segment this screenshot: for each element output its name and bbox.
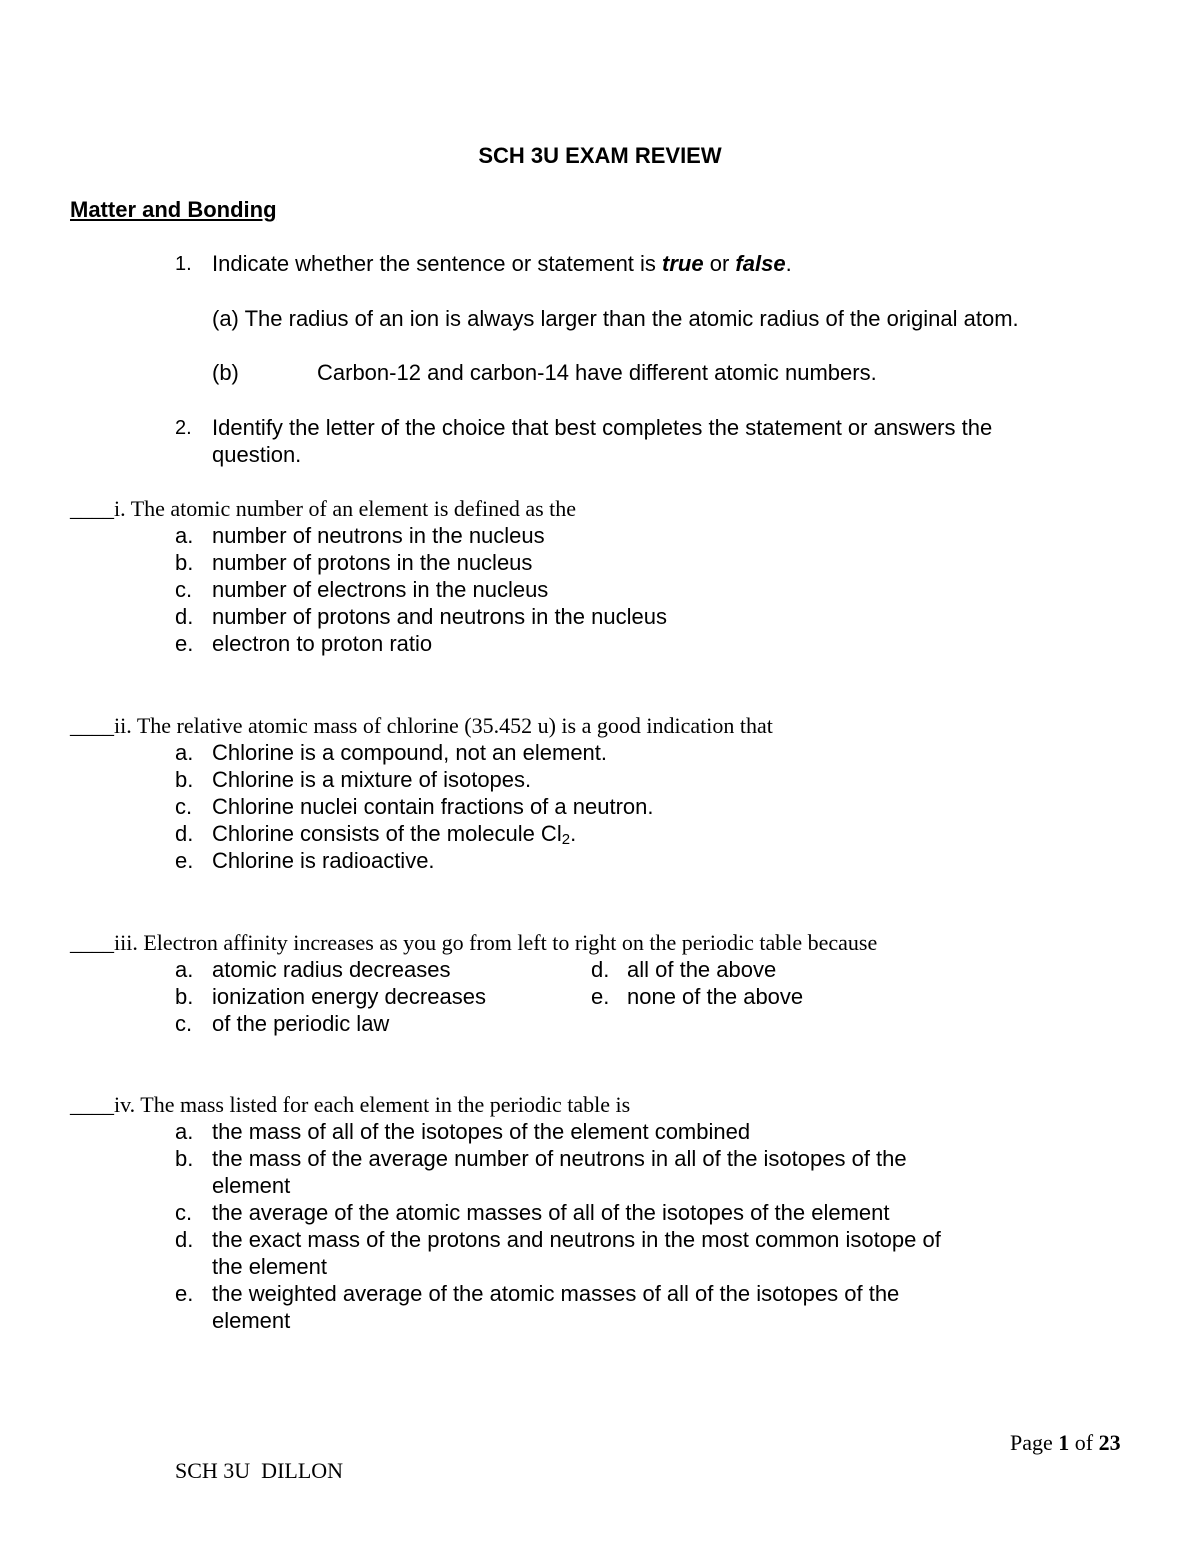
option-text: ionization energy decreases bbox=[212, 984, 486, 1009]
option-text: number of electrons in the nucleus bbox=[212, 577, 549, 602]
question-1-prefix: Indicate whether the sentence or statement is bbox=[212, 251, 663, 276]
question-1-number: 1. bbox=[175, 253, 192, 275]
option-letter: a. bbox=[175, 957, 194, 982]
option-text: all of the above bbox=[627, 957, 777, 982]
option-text: the weighted average of the atomic masses of all of the isotopes of the bbox=[212, 1281, 900, 1306]
page-title: SCH 3U EXAM REVIEW bbox=[478, 143, 722, 168]
question-iii-stem bbox=[70, 930, 877, 956]
option-text: the exact mass of the protons and neutrons in the most common isotope of bbox=[212, 1227, 941, 1252]
true-word: true bbox=[662, 251, 704, 276]
question-2-line-1: Identify the letter of the choice that best completes the statement or answers the bbox=[212, 415, 993, 440]
option-text: Chlorine is a compound, not an element. bbox=[212, 740, 608, 765]
option-text: the mass of all of the isotopes of the element combined bbox=[212, 1119, 751, 1144]
question-2-line-2: question. bbox=[212, 442, 302, 467]
option-text-continued: the element bbox=[212, 1254, 327, 1279]
question-2-number: 2. bbox=[175, 417, 192, 439]
page-word: Page bbox=[1010, 1430, 1059, 1455]
option-letter: a. bbox=[175, 523, 194, 548]
option-text: atomic radius decreases bbox=[212, 957, 451, 982]
section-heading: Matter and Bonding bbox=[70, 197, 277, 222]
question-iv-stem bbox=[70, 1092, 630, 1118]
option-letter: e. bbox=[175, 848, 194, 873]
option-text: electron to proton ratio bbox=[212, 631, 433, 656]
option-letter: e. bbox=[175, 1281, 194, 1306]
option-letter: b. bbox=[175, 550, 194, 575]
question-ii-stem bbox=[70, 713, 773, 739]
option-letter: a. bbox=[175, 740, 194, 765]
question-1-part-b-text: Carbon-12 and carbon-14 have different atomic numbers. bbox=[317, 360, 877, 385]
question-ii-text: ii. The relative atomic mass of chlorine (35.452 u) is a good indication that bbox=[114, 713, 773, 738]
answer-blank: ____ bbox=[70, 1092, 114, 1117]
option-letter: e. bbox=[175, 631, 194, 656]
question-iv-text: iv. The mass listed for each element in the periodic table is bbox=[114, 1092, 631, 1117]
option-letter: c. bbox=[175, 1011, 193, 1036]
question-1-part-b-label: (b) bbox=[212, 360, 239, 385]
page-number bbox=[1010, 1430, 1121, 1456]
question-1-period: . bbox=[785, 251, 792, 276]
option-letter: d. bbox=[175, 604, 194, 629]
question-i-text: i. The atomic number of an element is defined as the bbox=[114, 496, 577, 521]
option-text-end: . bbox=[570, 821, 577, 846]
option-text: Chlorine nuclei contain fractions of a neutron. bbox=[212, 794, 654, 819]
option-letter: c. bbox=[175, 577, 193, 602]
of-word: of bbox=[1069, 1430, 1099, 1455]
option-letter: e. bbox=[591, 984, 610, 1009]
question-i-stem bbox=[70, 496, 576, 522]
option-text: Chlorine is radioactive. bbox=[212, 848, 435, 873]
answer-blank: ____ bbox=[70, 496, 114, 521]
option-text: the mass of the average number of neutrons in all of the isotopes of the bbox=[212, 1146, 907, 1171]
option-text-continued: element bbox=[212, 1173, 291, 1198]
option-text: none of the above bbox=[627, 984, 804, 1009]
subscript: 2 bbox=[561, 831, 571, 848]
option-letter: d. bbox=[175, 1227, 194, 1252]
option-letter: b. bbox=[175, 984, 194, 1009]
option-text: number of neutrons in the nucleus bbox=[212, 523, 545, 548]
option-letter: a. bbox=[175, 1119, 194, 1144]
option-letter: b. bbox=[175, 1146, 194, 1171]
option-letter: c. bbox=[175, 1200, 193, 1225]
question-1-text bbox=[212, 251, 792, 277]
option-text: Chlorine is a mixture of isotopes. bbox=[212, 767, 532, 792]
current-page: 1 bbox=[1058, 1430, 1070, 1455]
option-text: number of protons in the nucleus bbox=[212, 550, 533, 575]
footer-label: SCH 3U DILLON bbox=[175, 1458, 344, 1483]
option-letter: b. bbox=[175, 767, 194, 792]
option-text-continued: element bbox=[212, 1308, 291, 1333]
option-text bbox=[212, 821, 576, 848]
option-letter: d. bbox=[175, 821, 194, 846]
option-text: the average of the atomic masses of all of the isotopes of the element bbox=[212, 1200, 890, 1225]
option-text: of the periodic law bbox=[212, 1011, 390, 1036]
false-word: false bbox=[735, 251, 786, 276]
question-1-part-a: (a) The radius of an ion is always larger than the atomic radius of the original atom. bbox=[212, 306, 1019, 331]
or-word: or bbox=[703, 251, 736, 276]
option-letter: d. bbox=[591, 957, 610, 982]
option-text-main: Chlorine consists of the molecule Cl bbox=[212, 821, 562, 846]
total-pages: 23 bbox=[1098, 1430, 1121, 1455]
option-text: number of protons and neutrons in the nucleus bbox=[212, 604, 667, 629]
option-letter: c. bbox=[175, 794, 193, 819]
answer-blank: ____ bbox=[70, 713, 114, 738]
answer-blank: ____ bbox=[70, 930, 114, 955]
question-iii-text: iii. Electron affinity increases as you go from left to right on the periodic table because bbox=[114, 930, 878, 955]
